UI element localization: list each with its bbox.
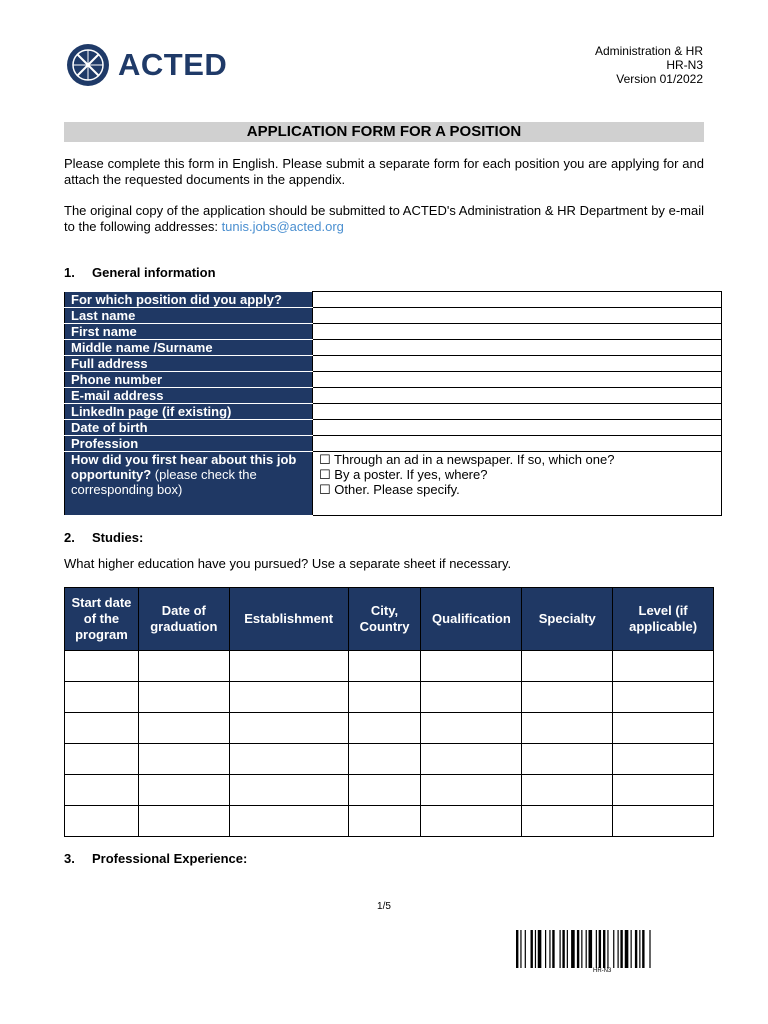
section-professional-experience — [64, 851, 247, 866]
info-row-label: First name — [65, 324, 313, 340]
studies-cell[interactable] — [229, 682, 348, 713]
studies-cell[interactable] — [138, 651, 229, 682]
checkbox-icon[interactable]: ☐ — [319, 452, 331, 467]
page-number: 1/5 — [377, 901, 391, 912]
studies-cell[interactable] — [613, 713, 714, 744]
barcode-bar — [620, 930, 622, 968]
info-row — [65, 372, 722, 388]
barcode-bar — [538, 930, 542, 968]
studies-cell[interactable] — [229, 651, 348, 682]
info-row-input[interactable] — [313, 388, 722, 404]
studies-cell[interactable] — [348, 744, 421, 775]
intro-paragraph-1: Please complete this form in English. Please submit a separate form for each position you are applying for and attach the requested documents in the appendix. — [64, 156, 704, 187]
studies-cell[interactable] — [522, 775, 613, 806]
logo-wordmark: ACTED — [118, 47, 228, 82]
form-title: APPLICATION FORM FOR A POSITION — [64, 122, 704, 142]
studies-cell[interactable] — [421, 744, 522, 775]
barcode-bar — [596, 930, 597, 968]
studies-cell[interactable] — [348, 651, 421, 682]
barcode-bar — [603, 930, 605, 968]
studies-intro: What higher education have you pursued? Use a separate sheet if necessary. — [64, 556, 512, 571]
studies-cell[interactable] — [613, 806, 714, 837]
info-row-label: E-mail address — [65, 388, 313, 404]
table-row — [65, 682, 714, 713]
source-option-label: Through an ad in a newspaper. If so, which one? — [334, 452, 615, 467]
studies-table — [64, 587, 714, 837]
studies-column-header: Level (if applicable) — [613, 588, 714, 651]
barcode-bar — [545, 930, 546, 968]
info-row — [65, 292, 722, 308]
studies-cell[interactable] — [522, 744, 613, 775]
barcode-bar — [618, 930, 619, 968]
document-version: Version 01/2022 — [616, 72, 703, 86]
studies-cell[interactable] — [348, 713, 421, 744]
studies-column-header: Establishment — [229, 588, 348, 651]
studies-cell[interactable] — [65, 682, 139, 713]
source-question-hint: (please check the corresponding box) — [71, 467, 257, 497]
barcode-bar — [516, 930, 518, 968]
department-label: Administration & HR — [594, 44, 703, 58]
info-row-label: For which position did you apply? — [65, 292, 313, 308]
section-studies — [64, 530, 143, 545]
studies-cell[interactable] — [65, 744, 139, 775]
section-general-information — [64, 265, 216, 280]
info-row-input[interactable] — [313, 404, 722, 420]
studies-cell[interactable] — [65, 775, 139, 806]
section-number: 1. — [64, 265, 75, 280]
document-code: HR-N3 — [666, 58, 703, 72]
barcode-bar — [560, 930, 561, 968]
studies-cell[interactable] — [522, 713, 613, 744]
studies-cell[interactable] — [421, 806, 522, 837]
studies-cell[interactable] — [421, 713, 522, 744]
studies-cell[interactable] — [613, 682, 714, 713]
studies-cell[interactable] — [138, 682, 229, 713]
studies-cell[interactable] — [348, 775, 421, 806]
studies-cell[interactable] — [65, 651, 139, 682]
barcode-bar — [613, 930, 614, 968]
checkbox-icon[interactable]: ☐ — [319, 467, 331, 482]
intro-paragraph-2-text: The original copy of the application should be submitted to ACTED's Administration & HR Department by e-mail to the following addresses: — [64, 203, 704, 234]
info-row-label: Profession — [65, 436, 313, 452]
barcode-bar — [535, 930, 536, 968]
barcode-bar — [631, 930, 632, 968]
info-row-label: Phone number — [65, 372, 313, 388]
studies-cell[interactable] — [65, 806, 139, 837]
intro-paragraph-2 — [64, 203, 704, 235]
section-number: 2. — [64, 530, 75, 545]
source-option[interactable] — [319, 467, 715, 482]
info-row — [65, 308, 722, 324]
studies-column-header: Date of graduation — [138, 588, 229, 651]
studies-cell[interactable] — [522, 651, 613, 682]
info-row — [65, 356, 722, 372]
studies-column-header: Qualification — [421, 588, 522, 651]
studies-cell[interactable] — [138, 806, 229, 837]
barcode-bar — [642, 930, 644, 968]
studies-cell[interactable] — [229, 806, 348, 837]
info-row-label: Last name — [65, 308, 313, 324]
studies-column-header: Start date of the program — [65, 588, 139, 651]
studies-cell[interactable] — [138, 775, 229, 806]
source-option[interactable] — [319, 482, 715, 497]
source-options — [313, 452, 722, 516]
studies-cell[interactable] — [613, 775, 714, 806]
barcode-bar — [525, 930, 526, 968]
info-row-input[interactable] — [313, 372, 722, 388]
barcode-bar — [567, 930, 568, 968]
barcode-bar — [625, 930, 629, 968]
source-option[interactable] — [319, 452, 715, 467]
info-row-input[interactable] — [313, 436, 722, 452]
info-row-input[interactable] — [313, 356, 722, 372]
info-row-label: Middle name /Surname — [65, 340, 313, 356]
studies-cell[interactable] — [421, 682, 522, 713]
studies-cell[interactable] — [421, 651, 522, 682]
studies-cell[interactable] — [613, 744, 714, 775]
info-row-label: Full address — [65, 356, 313, 372]
general-info-table — [64, 291, 722, 516]
table-row — [65, 775, 714, 806]
barcode-bar — [577, 930, 579, 968]
studies-cell[interactable] — [65, 713, 139, 744]
studies-cell[interactable] — [348, 806, 421, 837]
studies-cell[interactable] — [522, 682, 613, 713]
studies-column-header: City, Country — [348, 588, 421, 651]
barcode-bar — [607, 930, 608, 968]
source-question-bold: How did you first hear about this job opportunity? — [71, 452, 297, 482]
barcode-bar — [599, 930, 601, 968]
info-row — [65, 420, 722, 436]
barcode-bar — [562, 930, 564, 968]
barcode-bar — [581, 930, 582, 968]
source-question-label — [65, 452, 313, 516]
info-row-input[interactable] — [313, 308, 722, 324]
table-row — [65, 744, 714, 775]
barcode-image — [516, 930, 690, 968]
studies-cell[interactable] — [229, 744, 348, 775]
info-row-label: Date of birth — [65, 420, 313, 436]
barcode-bar — [635, 930, 637, 968]
source-option-label: Other. Please specify. — [334, 482, 460, 497]
contact-email-link[interactable]: tunis.jobs@acted.org — [221, 219, 344, 234]
barcode-bar — [552, 930, 554, 968]
section-title: Studies: — [92, 530, 144, 545]
info-row — [65, 436, 722, 452]
acted-globe-icon — [66, 43, 110, 87]
barcode-bar — [649, 930, 650, 968]
studies-cell[interactable] — [522, 806, 613, 837]
barcode-bar — [549, 930, 550, 968]
acted-logo — [66, 43, 227, 87]
info-row — [65, 324, 722, 340]
barcode-bar — [589, 930, 593, 968]
info-row-input[interactable] — [313, 324, 722, 340]
info-row-input[interactable] — [313, 340, 722, 356]
info-row — [65, 340, 722, 356]
barcode-bar — [571, 930, 575, 968]
studies-cell[interactable] — [613, 651, 714, 682]
table-row — [65, 713, 714, 744]
table-row — [65, 806, 714, 837]
barcode-bar — [639, 930, 640, 968]
table-row — [65, 651, 714, 682]
checkbox-icon[interactable]: ☐ — [319, 482, 331, 497]
section-title: General information — [92, 265, 216, 280]
info-row — [65, 404, 722, 420]
info-row-input[interactable] — [313, 420, 722, 436]
studies-cell[interactable] — [138, 713, 229, 744]
info-row-label: LinkedIn page (if existing) — [65, 404, 313, 420]
source-option-label: By a poster. If yes, where? — [334, 467, 488, 482]
barcode-bar — [531, 930, 533, 968]
barcode-bar — [586, 930, 587, 968]
studies-cell[interactable] — [348, 682, 421, 713]
studies-cell[interactable] — [421, 775, 522, 806]
info-row-source — [65, 452, 722, 516]
document-meta — [595, 44, 703, 86]
barcode-bar — [520, 930, 521, 968]
section-number: 3. — [64, 851, 75, 866]
info-row — [65, 388, 722, 404]
section-title: Professional Experience: — [92, 851, 248, 866]
barcode-label: HR-N3 — [593, 968, 612, 974]
studies-cell[interactable] — [229, 775, 348, 806]
studies-cell[interactable] — [229, 713, 348, 744]
studies-column-header: Specialty — [522, 588, 613, 651]
info-row-input[interactable] — [313, 292, 722, 308]
studies-cell[interactable] — [138, 744, 229, 775]
